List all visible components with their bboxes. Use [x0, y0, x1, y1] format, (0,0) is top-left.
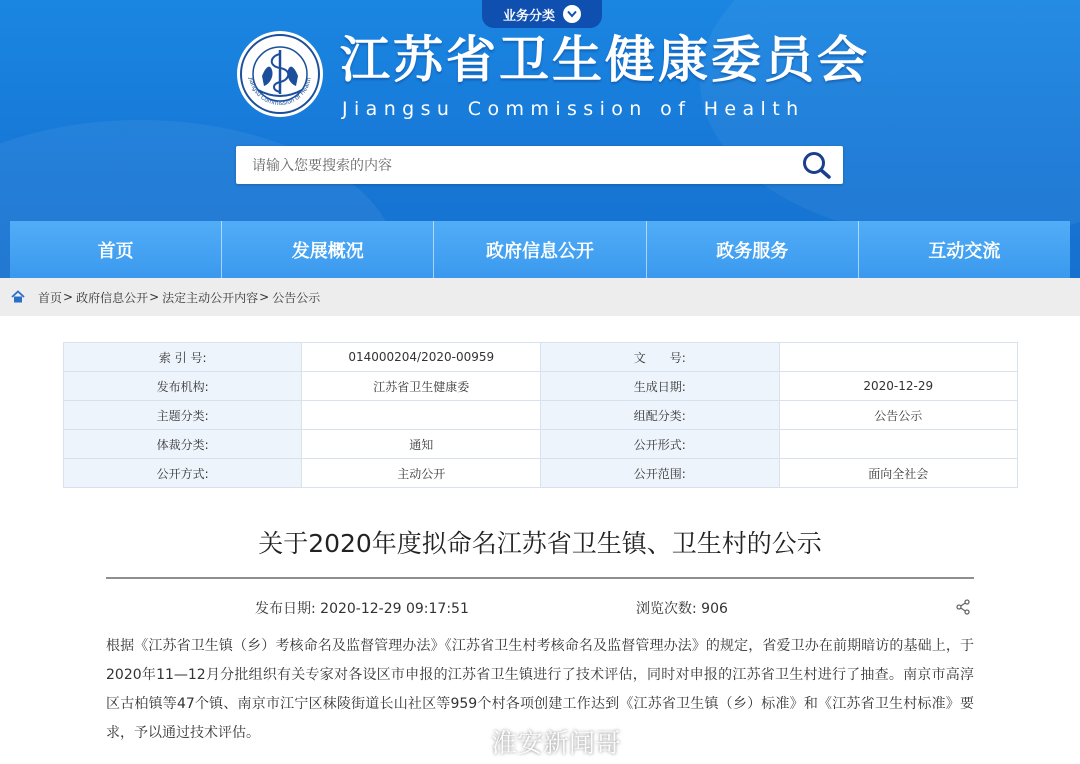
article-title: 关于2020年度拟命名江苏省卫生镇、卫生村的公示	[258, 529, 822, 558]
view-count	[636, 598, 728, 618]
table-row	[64, 401, 1018, 430]
meta-label: 公开范围:	[541, 459, 779, 488]
nav-item-interaction[interactable]: 互动交流	[859, 221, 1070, 278]
share-icon[interactable]	[955, 599, 971, 615]
meta-value: 2020-12-29	[779, 372, 1018, 401]
table-row	[64, 372, 1018, 401]
meta-label: 生成日期:	[541, 372, 779, 401]
meta-label: 体裁分类:	[64, 430, 302, 459]
meta-label: 发布机构:	[64, 372, 302, 401]
breadcrumb-separator: >	[259, 290, 270, 304]
commission-emblem-logo[interactable]	[236, 30, 324, 118]
meta-label: 索 引 号:	[64, 343, 302, 372]
search-icon	[801, 150, 833, 180]
breadcrumb-link-announcements[interactable]: 公告公示	[272, 290, 321, 305]
table-row	[64, 430, 1018, 459]
publish-date-value: 2020-12-29 09:17:51	[320, 601, 469, 617]
search-input[interactable]	[250, 146, 794, 186]
view-count-value: 906	[701, 601, 728, 617]
breadcrumb-link-statutory[interactable]: 法定主动公开内容	[162, 290, 259, 305]
meta-value: 面向全社会	[779, 459, 1018, 488]
view-count-label: 浏览次数:	[636, 601, 697, 617]
watermark	[447, 723, 621, 760]
meta-value	[779, 343, 1018, 372]
meta-value: 通知	[302, 430, 541, 459]
publish-date	[255, 598, 469, 618]
chevron-down-icon	[563, 5, 581, 23]
meta-label: 文 号:	[541, 343, 779, 372]
meta-value	[779, 430, 1018, 459]
main-nav	[10, 221, 1070, 278]
site-header	[0, 0, 1080, 278]
table-row	[64, 459, 1018, 488]
business-category-button[interactable]	[482, 0, 602, 28]
article-body: 根据《江苏省卫生镇（乡）考核命名及监督管理办法》《江苏省卫生村考核命名及监督管理办法》的规定，省爱卫办在前期暗访的基础上，于2020年11—12月分批组织有关专家对各设区市申报的江苏省卫生镇进行了技术评估，同时对申报的江苏省卫生村进行了抽查。南京市高淳区古柏镇等47个镇、南京市江宁区秣陵街道长山社区等959个村各项创建工作达到《江苏省卫生镇（乡）标准》和《江苏省卫生村标准》要求，予以通过技术评估。	[106, 638, 974, 741]
document-metadata-table	[63, 342, 1018, 488]
nav-item-home[interactable]: 首页	[10, 221, 222, 278]
meta-label: 公开方式:	[64, 459, 302, 488]
nav-item-gov-info[interactable]: 政府信息公开	[434, 221, 646, 278]
site-title: 江苏省卫生健康委员会	[340, 31, 870, 89]
svg-text:Jiangsu Commission of Health: Jiangsu Commission of Health	[247, 76, 313, 108]
meta-value	[302, 401, 541, 430]
home-icon[interactable]	[10, 289, 26, 305]
breadcrumb-bar	[0, 278, 1080, 316]
nav-item-overview[interactable]: 发展概况	[222, 221, 434, 278]
breadcrumb	[38, 278, 320, 316]
breadcrumb-link-gov-info[interactable]: 政府信息公开	[76, 290, 149, 305]
meta-value: 主动公开	[302, 459, 541, 488]
watermark-text: 淮安新闻哥	[491, 729, 622, 759]
business-category-label: 业务分类	[502, 8, 555, 24]
search-button[interactable]	[801, 150, 833, 180]
meta-value: 014000204/2020-00959	[302, 343, 541, 372]
publish-date-label: 发布日期:	[255, 601, 316, 617]
table-row	[64, 343, 1018, 372]
meta-label: 公开形式:	[541, 430, 779, 459]
meta-value: 江苏省卫生健康委	[302, 372, 541, 401]
search-bar	[236, 146, 843, 184]
title-divider	[106, 577, 974, 579]
breadcrumb-link-home[interactable]: 首页	[38, 290, 63, 305]
meta-label: 主题分类:	[64, 401, 302, 430]
weibo-icon	[447, 727, 483, 757]
site-subtitle: Jiangsu Commission of Health	[342, 98, 805, 120]
meta-label: 组配分类:	[541, 401, 779, 430]
breadcrumb-separator: >	[63, 290, 74, 304]
meta-value: 公告公示	[779, 401, 1018, 430]
nav-item-services[interactable]: 政务服务	[647, 221, 859, 278]
breadcrumb-separator: >	[149, 290, 160, 304]
